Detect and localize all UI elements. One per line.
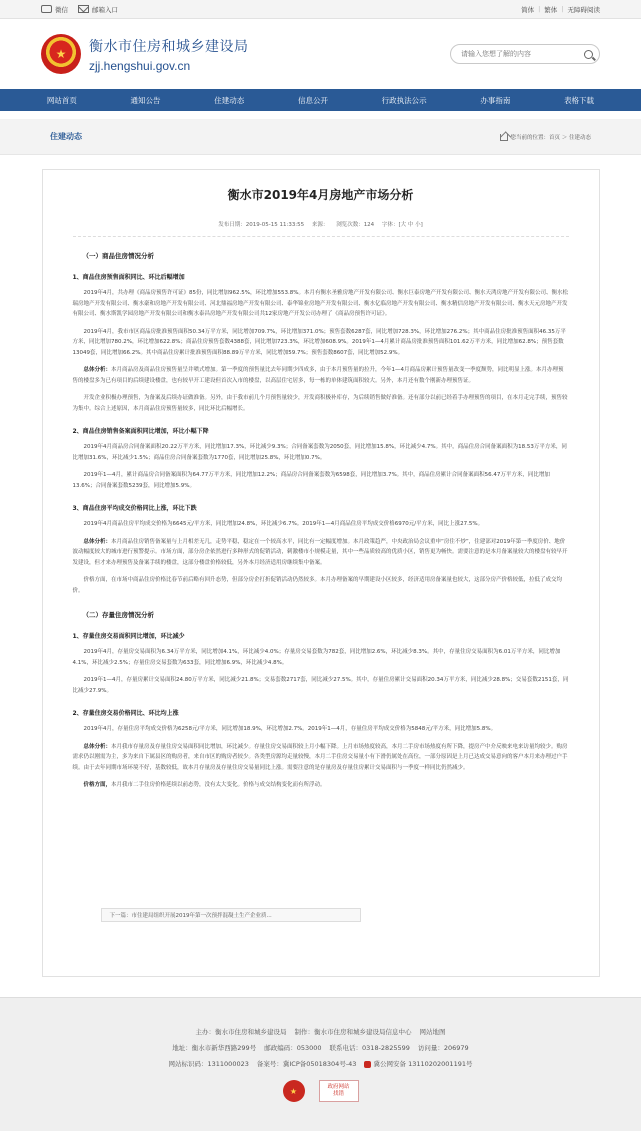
section-heading: （二）存量住房情况分析 (82, 611, 154, 619)
paragraph: 2019年4月，我市市区商品房批准预售面积50.34万平方米，同比增加709.7%，环比增加371.0%；预售套数6287套，同比增加728.3%，环比增加276.2%；其中商品住房批准预售面积46.35万平方米，同比增加780.2%，环比增加622.8%；商品住房预售套数4388套，同比增加723.3%，环比增加608.9%。2019年1—4月累计商品房批准预售面积101.62万平方米，同比增加62.8%；预售套数13049套，同比增加66.2%。其中商品住房累计批准预售面积88.89万平方米，同比增加59.7%；预售套数8607套，同比增加52.9%。 (72, 328, 566, 356)
accessible-reading-link[interactable]: 无障碍阅读 (567, 5, 600, 14)
footer-address: 地址：衡水市新华西路299号 (172, 1044, 257, 1052)
footer-site-id: 网站标识码：1311000023 (168, 1060, 249, 1068)
main-nav (0, 89, 641, 111)
simplified-link[interactable]: 简体 (521, 5, 535, 14)
national-emblem-icon: ★ (41, 34, 81, 74)
sitemap-link[interactable]: 网站地图 (419, 1028, 446, 1036)
site-domain: zjj.hengshui.gov.cn (89, 58, 191, 73)
brand-text (89, 36, 249, 73)
site-footer (0, 997, 641, 1131)
site-name: 衡水市住房和城乡建设局 (89, 38, 249, 55)
paragraph: 2019年4月，存量房交易面积为6.34万平方米，同比增加4.1%，环比减少4.0%；存量房交易套数为782套，同比增加2.6%，环比减少8.3%。其中，存量住房交易面积为6.01万平方米，同比增加4.1%，环比减少2.5%；存量住房交易套数为633套，同比增加6.9%，环比减少4.8%。 (72, 649, 561, 666)
topbar-left (41, 5, 118, 14)
footer-maker: 制作：衡水市住房和城乡建设局信息中心 (294, 1028, 412, 1036)
paragraph (73, 780, 569, 791)
paragraph: 2019年4月，存量住房平均成交价格为6258元/平方米，同比增加18.9%，环比增加2.7%。2019年1—4月，存量住房平均成交价格为5848元/平方米，同比增加5.8%。 (83, 726, 497, 732)
section-strip (0, 119, 641, 155)
footer-badges (0, 1080, 641, 1102)
paragraph-body: 本月商品住房销售备案量与上月相差无几，走势平稳，稳定在一个较高水平，同比有一定幅度增加。本月政策趋严，中央政治局会议重申“房住不炒”，住建部对2019年第一季度房价、地价波动幅度较大的城市进行预警提示。市场方面，部分房企依然进行多种形式的促销活动，刺激楼市小规模走量，其中一些品质较高的优质小区，销售更为畅快。需要注意的是本月备案量较大的楼盘有较早开发建设，但才来办理预售及备案手续的楼盘，这部分楼盘价格较低，另外本月经济适用房继续集中备案。 (72, 538, 568, 566)
font-size-switch[interactable]: 字体：[大 中 小] (381, 222, 423, 228)
footer-lines (0, 998, 641, 1072)
article-title: 衡水市2019年4月房地产市场分析 (227, 188, 414, 202)
footer-postcode: 邮政编码：053000 (264, 1044, 322, 1052)
home-icon (500, 134, 508, 141)
search-box (450, 44, 600, 64)
nav-enforcement[interactable]: 行政执法公示 (381, 95, 427, 105)
gov-website-error-report-badge[interactable] (319, 1080, 359, 1102)
view-count: 浏览次数：124 (336, 222, 375, 228)
topbar-right (521, 5, 600, 14)
divider: | (561, 5, 564, 13)
gov-badge-top: 政府网站 (327, 1084, 350, 1090)
paragraph: 价格方面，在市场中商品住房价格比春节前后略有回升态势，但部分房企打折促销活动仍然较多。本月办理备案的早期建设小区较多，经济适用房备案量也较大，这部分房产价格较低，拉低了成交均价。 (72, 577, 563, 594)
footer-visits: 访问量：206979 (417, 1044, 469, 1052)
paragraph-body: 本月商品房及商品住房预售量呈井喷式增加。第一季度的预售量比去年同期少四成多，由于本月预售量的拉升，今年1—4月商品房累计预售量改变一季度颓势，同比明显上涨。本月办理预售的楼盘多为已有项目的后续建设楼盘，也有较早开工建设但首次入市的楼盘，以高层住宅居多，每一栋的单体建筑面积较大。另外，本月还有数个刚新办理预售证。 (72, 367, 564, 384)
paragraph-lead: 总体分析： (83, 367, 112, 373)
divider: | (538, 5, 541, 13)
paragraph (73, 365, 569, 386)
footer-police-text: 冀公网安备 13110202001191号 (373, 1060, 473, 1068)
mail-icon (78, 5, 89, 13)
nav-home[interactable]: 网站首页 (46, 95, 77, 105)
paragraph-lead: 价格方面， (83, 782, 112, 788)
paragraph-body: 本月我市二手住房价格延续以前态势，没有太大变化。价格与成交结构变化而有所浮动。 (111, 782, 326, 788)
subheading: 2、存量住房交易价格同比、环比均上涨 (72, 710, 179, 717)
nav-info-disclosure[interactable]: 信息公开 (297, 95, 328, 105)
article-panel (42, 169, 600, 977)
section-heading: （一）商品住房情况分析 (82, 252, 154, 260)
nav-notices[interactable]: 通知公告 (130, 95, 161, 105)
paragraph: 2019年1—4月，累计商品房合同备案面积为64.77万平方米，同比增加12.2%；商品房合同备案套数为6598套，同比增加3.7%。其中，商品住房累计合同备案面积56.47万平方米，同比增加13.6%；合同备案套数5239套，同比增加5.9%。 (72, 472, 550, 489)
nav-downloads[interactable]: 表格下载 (564, 95, 595, 105)
footer-line (0, 1056, 641, 1072)
footer-line (0, 1024, 641, 1040)
site-header (0, 19, 641, 89)
subheading: 3、商品住房平均成交价格同比上涨，环比下跌 (72, 505, 197, 512)
breadcrumb (500, 132, 592, 141)
paragraph-lead: 总体分析： (83, 538, 112, 545)
paragraph: 2019年4月，共办理《商品房预售许可证》85份，同比增加962.5%，环比增加553.8%。本月有衡水圣雅房地产开发有限公司、衡水巨泰房地产开发有限公司、衡水天鸿房地产开发有限公司、衡水松瑞房地产开发有限公司、衡水豪和房地产开发有限公司、河北鼎福房地产开发有限公司、泰华锦业房地产开发有限公司、衡水亿临房地产开发有限公司、衡水精信房地产开发有限公司、衡水天元房地产开发有限公司、衡水斯凯学园房地产开发有限公司和衡水泰昌房地产开发有限公司共12家房地产开发公司办理了《商品房预售许可证》。 (72, 290, 568, 317)
weixin-label: 微信 (55, 5, 68, 14)
traditional-link[interactable]: 繁体 (544, 5, 558, 14)
paragraph-lead: 总体分析： (83, 743, 112, 750)
top-utility-bar (0, 0, 641, 19)
search-icon[interactable] (584, 50, 593, 59)
footer-icp[interactable]: 备案号：冀ICP备05018304号-43 (256, 1060, 357, 1068)
section-title: 住建动态 (50, 132, 82, 141)
paragraph-body: 本月我市存量房及存量住房交易面积同比增加，环比减少。存量住房交易面积较上月小幅下降。上月市场热度较高，本月二手房市场热度有所下降，提房产中介反映来电来访量均较少。购房需求仍以刚需为主，多为来自下属县区的购房者，来自市区的购房者较少。各类型房源均走量较慢，本月二手住房交易量小有下滑仍属处在高位，一部分原因是上月已达成交易意向的客户本月来办理过户手续。由于去年同期市场环境不好，基数较低，故本月存量房及存量住房交易量同比上涨。需要注意的是存量房及存量住房累计交易面积与一季度一样同比仍然减少。 (72, 743, 568, 771)
subheading: 1、存量住房交易面积同比增加，环比减少 (72, 633, 185, 640)
publish-date: 发布日期：2019-05-15 11:33:55 (218, 222, 305, 228)
next-article-link[interactable]: 下一篇：市住建局组织开展2019年第一次预拌混凝土生产企业质... (101, 908, 361, 922)
paragraph: 2019年4月商品房合同备案面积20.22万平方米，同比增加17.3%，环比减少9.3%；合同备案套数为2050套，同比增加15.8%，环比减少4.7%。其中，商品住房合同备案面积为18.53万平方米，同比增加31.6%，环比减少1.5%；商品住房合同备案套数为1770套，同比增加25.8%，环比增加0.7%。 (72, 444, 567, 461)
mailbox-label: 邮箱入口 (92, 5, 118, 14)
gov-badge-bottom: 找错 (332, 1091, 344, 1097)
site-brand[interactable] (41, 34, 249, 74)
footer-line (0, 1040, 641, 1056)
nav-news[interactable]: 住建动态 (214, 95, 245, 105)
article-meta (73, 220, 569, 237)
mailbox-link[interactable] (78, 5, 118, 14)
subheading: 1、商品住房预售面积同比、环比后幅增加 (72, 274, 185, 281)
nav-guide[interactable]: 办事指南 (480, 95, 511, 105)
paragraph: 开发企业积极办理预售，为备案及后续办证做准备。另外，由于我市前几个月预售量较少，开发商积极补库存，为后续销售做好准备。还有部分以前已经着手办理预售的项目，在本月走完手续，预售较为集中。综合上述原因，本月商品住房预售量较多，同比环比后幅增长。 (72, 395, 568, 412)
paragraph: 2019年4月商品住房平均成交价格为6645元/平方米，同比增加24.8%，环比减少6.7%。2019年1—4月商品住房平均成交价格6970元/平方米，同比上涨27.5%。 (83, 521, 484, 527)
paragraph: 2019年1—4月，存量房累计交易面积24.80万平方米，同比减少21.8%；交易套数2717套，同比减少27.5%。其中，存量住房累计交易面积20.34万平方米，同比减少28.8%；交易套数2151套，同比减少27.9%。 (72, 677, 569, 694)
footer-phone: 联系电话：0318-2825599 (329, 1044, 410, 1052)
subheading: 2、商品住房销售备案面积同比增加，环比小幅下降 (72, 428, 209, 435)
search-input[interactable] (461, 50, 571, 58)
police-badge-icon (364, 1061, 371, 1068)
party-gov-badge-icon[interactable]: ★ (283, 1080, 305, 1102)
weixin-icon (41, 5, 52, 13)
footer-sponsor: 主办：衡水市住房和城乡建设局 (195, 1028, 287, 1036)
paragraph (73, 742, 569, 774)
paragraph (73, 537, 569, 569)
weixin-link[interactable] (41, 5, 68, 14)
source: 来源： (311, 222, 329, 228)
footer-police[interactable] (364, 1056, 472, 1072)
breadcrumb-text[interactable]: 您当前的位置：首页 ＞ 住建动态 (510, 134, 591, 141)
